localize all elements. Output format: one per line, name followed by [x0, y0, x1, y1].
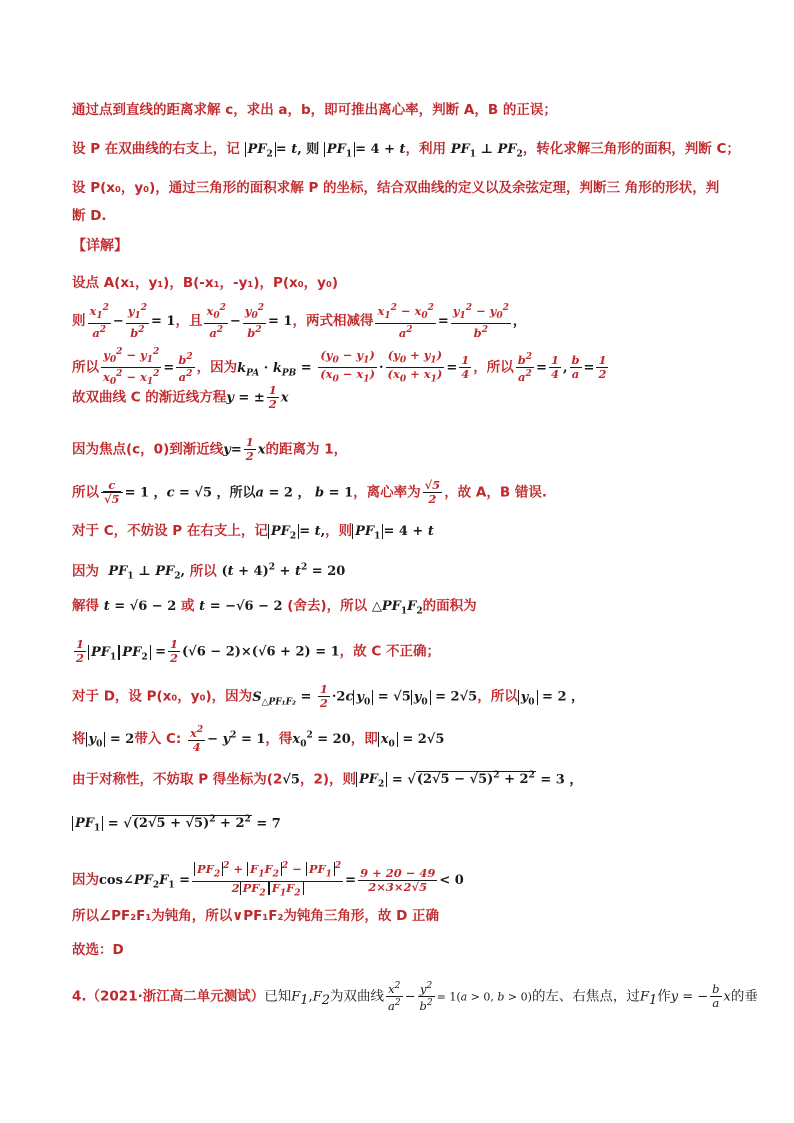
solution-line-8: 因为 $PF_1$ ⊥ $PF_2$, 所以 $(t + 4)^2 + t^2 = 20$ — [72, 563, 346, 582]
solution-line-1: 设点 A(x₁，y₁)，B(-x₁，-y₁)，P(x₀，y₀) — [72, 275, 339, 291]
solution-line-11: 对于 D，设 P(x₀，y₀)，因为$S_{\triangle PF_1F_2}$ = $\frac{1}{2}$ ·2c $y_0 = √5$ $y_0 = 2√5$，所以 $y_0 = 2$ ， — [72, 682, 585, 710]
solution-line-17: 故选：D — [72, 942, 124, 958]
solution-line-14: $PF_1 = √(2√5 + √5)^2 + 2^2 = 7$ — [72, 810, 281, 839]
hint-line-1: 通过点到直线的距离求解 c，求出 a，b，即可推出离心率，判断 A，B 的正误； — [72, 102, 557, 118]
solution-line-4: 故双曲线 C 的渐近线方程y = ± $\frac{1}{2}$ x — [72, 383, 289, 411]
next-question-line: 4.（2021·浙江高二单元测试）已知$F_1,F_2$为双曲线 $\frac{x^2}{a^2}$ − $\frac{y^2}{b^2}$ = 1(a > 0, b > 0)的左、右焦点，过$F_1$作y = − $\frac{b}{a}$ x的垂 — [72, 981, 758, 1013]
solution-line-3: 所以 $\frac{y_0^2 - y_1^2}{x_0^2 - x_1^2}$ = $\frac{b^2}{a^2}$ ，因为$k_{PA} \cdot k_{PB}$ = $\frac{(y_0 - y_1)}{(x_0 - x_1)}$ · $\frac{(y_0 + y_1)}{(x_0 + x_1)}$ = $\frac{1}{4}$ ，所以 $\frac{b^2}{a^2}$ = $\frac{1}{4}$ , $\frac{b}{a}$ = $\frac{1}{2}$ — [72, 347, 607, 388]
hint-line-4: 断 D. — [72, 208, 107, 224]
solution-line-16: 所以∠PF₂F₁为钝角，所以∨PF₁F₂为钝角三角形，故 D 正确 — [72, 908, 439, 924]
solution-line-7: 对于 C，不妨设 P 在右支上，记 $PF_2 = t$,，则 $PF_1 = 4 + t$ — [72, 523, 434, 542]
solution-line-2: 则 $\frac{x_1^2}{a^2}$ − $\frac{y_1^2}{b^2}$ = 1，且 $\frac{x_0^2}{a^2}$ − $\frac{y_0^2}{b^2}$ = 1，两式相减得 $\frac{x_1^2 - x_0^2}{a^2}$ = $\frac{y_1^2 - y_0^2}{b^2}$ ， — [72, 303, 526, 340]
solution-line-9: 解得 t = √6 − 2 或 t = −√6 − 2 (舍去)，所以 $\triangle PF_1F_2$的面积为 — [72, 598, 477, 617]
solution-line-6: 所以 $\frac{c}{√5}$ = 1 ，c = √5 ，所以a = 2 ， b = 1，离心率为 $\frac{√5}{2}$ ，故 A，B 错误. — [72, 478, 547, 506]
solution-line-12: 将 $y_0 = 2$带入 C: $\frac{x^2}{4}$ − $y^2 = 1$，得$x_0^2 = 20$，即 $x_0 = 2√5$ — [72, 725, 445, 754]
hint-line-2: 设 P 在双曲线的右支上，记 $PF_2 = t$, 则 $PF_1 = 4 + t$，利用 $PF_1$ ⊥ $PF_2$，转化求解三角形的面积，判断 C； — [72, 141, 740, 160]
solution-line-15: 因为$\cos\angle PF_2F_1$ = $\frac{PF_2^2 + F_1F_2^2 - PF_1^2}{2 PF_2 F_1F_2}$ = $\frac{9 + 20 - 49}{2\times 3\times 2√5}$ < 0 — [72, 861, 464, 899]
solution-line-5: 因为焦点(c，0)到渐近线y= $\frac{1}{2}$ x的距离为 1， — [72, 435, 348, 463]
hint-line-3: 设 P(x₀，y₀)，通过三角形的面积求解 P 的坐标，结合双曲线的定义以及余弦定理，判断三 角形的形状，判 — [72, 180, 720, 196]
section-heading: 【详解】 — [72, 238, 128, 254]
solution-line-13: 由于对称性，不妨取 P 得坐标为(2√5，2)，则 $PF_2 = √(2√5 - √5)^2 + 2^2 = 3$ ， — [72, 771, 583, 790]
solution-line-10: $\frac{1}{2}$ $PF_1$ $PF_2$ = $\frac{1}{2}$ (√6 − 2)×(√6 + 2) = 1，故 C 不正确； — [76, 637, 440, 665]
